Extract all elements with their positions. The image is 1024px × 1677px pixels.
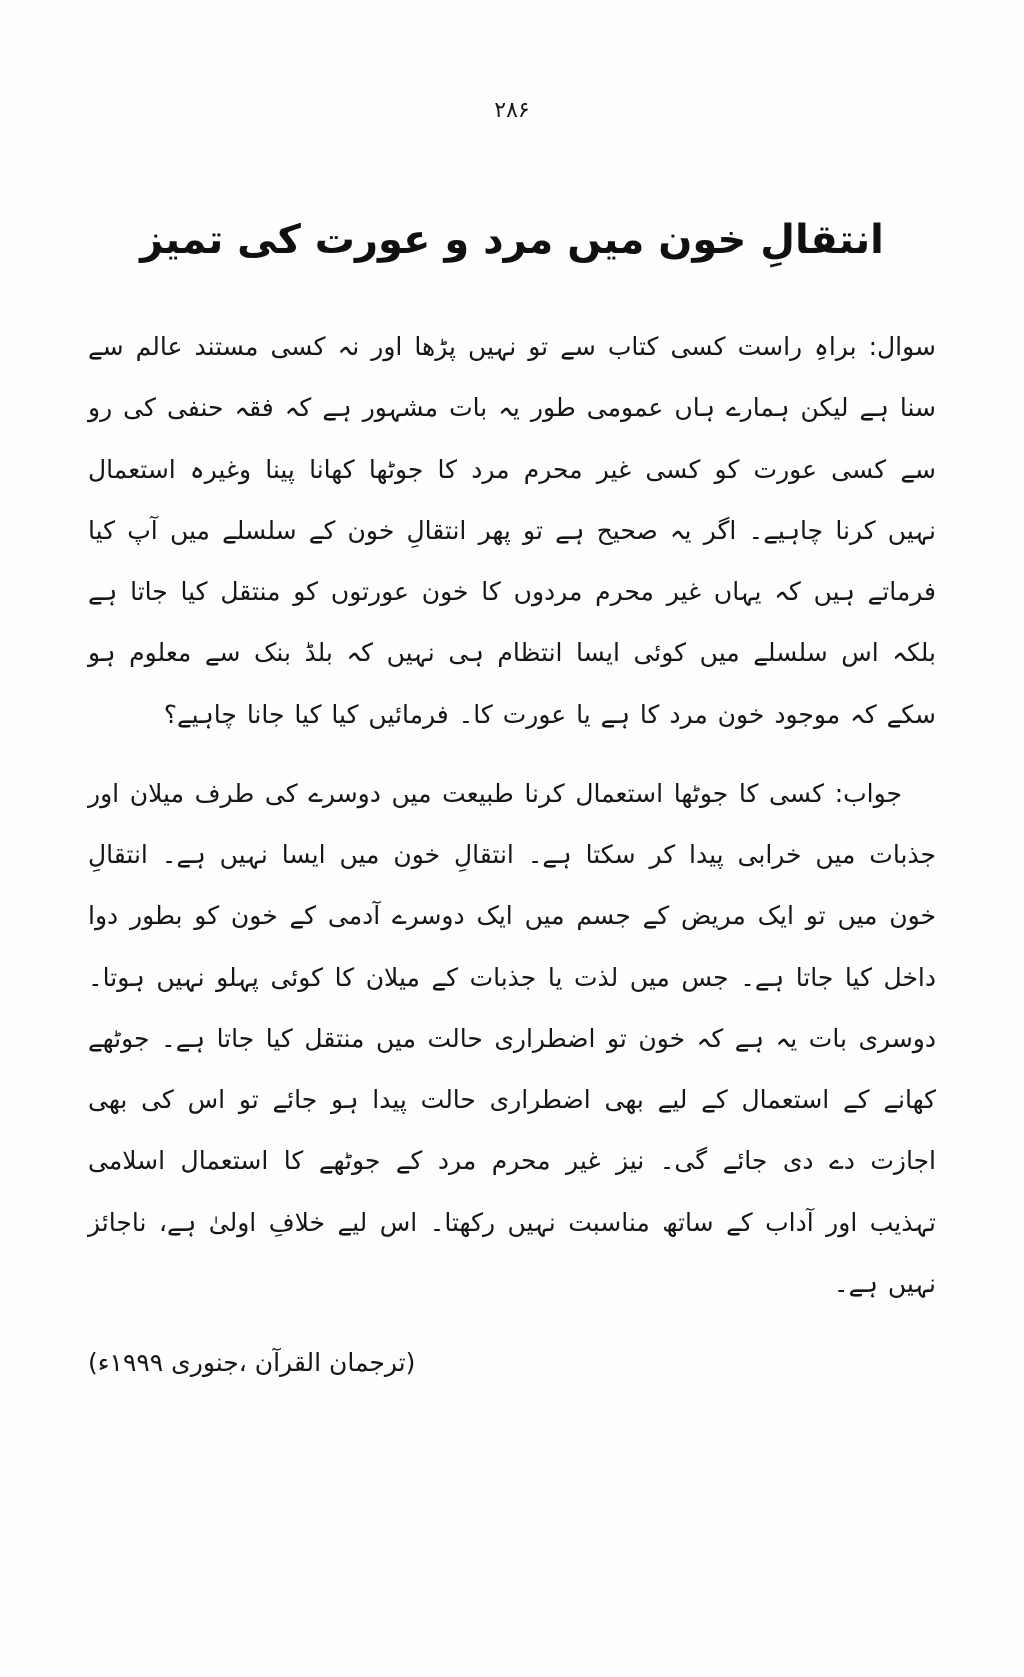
page-content	[88, 210, 936, 1377]
answer-paragraph: جواب: کسی کا جوٹھا استعمال کرنا طبیعت میں دوسرے کی طرف میلان اور جذبات میں خرابی پیدا کر سکتا ہے۔ انتقالِ خون میں ایسا نہیں ہے۔ انتقالِ خون میں تو ایک مریض کے جسم میں ایک دوسرے آدمی کے خون کو بطور دوا داخل کیا جاتا ہے۔ جس میں لذت یا جذبات کے میلان کا کوئی پہلو نہیں ہوتا۔ دوسری بات یہ ہے کہ خون تو اضطراری حالت میں منتقل کیا جاتا ہے۔ جوٹھے کھانے کے استعمال کے لیے بھی اضطراری حالت پیدا ہو جائے تو اس کی بھی اجازت دے دی جائے گی۔ نیز غیر محرم مرد کے جوٹھے کا استعمال اسلامی تہذیب اور آداب کے ساتھ مناسبت نہیں رکھتا۔ اس لیے خلافِ اولیٰ ہے، ناجائز نہیں ہے۔	[88, 778, 936, 1298]
page-title: انتقالِ خون میں مرد و عورت کی تمیز	[140, 217, 884, 263]
question-paragraph: سوال: براہِ راست کسی کتاب سے تو نہیں پڑھا اور نہ کسی مستند عالم سے سنا ہے لیکن ہمارے ہاں عمومی طور یہ بات مشہور ہے کہ فقہ حنفی کی رو سے کسی عورت کو کسی غیر محرم مرد کا جوٹھا کھانا پینا وغیرہ استعمال نہیں کرنا چاہیے۔ اگر یہ صحیح ہے تو پھر انتقالِ خون کے سلسلے میں آپ کیا فرماتے ہیں کہ یہاں غیر محرم مردوں کا خون عورتوں کو منتقل کیا جاتا ہے بلکہ اس سلسلے میں کوئی ایسا انتظام ہی نہیں کہ بلڈ بنک سے معلوم ہو سکے کہ موجود خون مرد کا ہے یا عورت کا۔ فرمائیں کیا کیا جانا چاہیے؟	[88, 332, 936, 729]
page-number: ۲۸۶	[494, 98, 530, 123]
citation-reference: (ترجمان القرآن ،جنوری ۱۹۹۹ء)	[88, 1348, 416, 1377]
